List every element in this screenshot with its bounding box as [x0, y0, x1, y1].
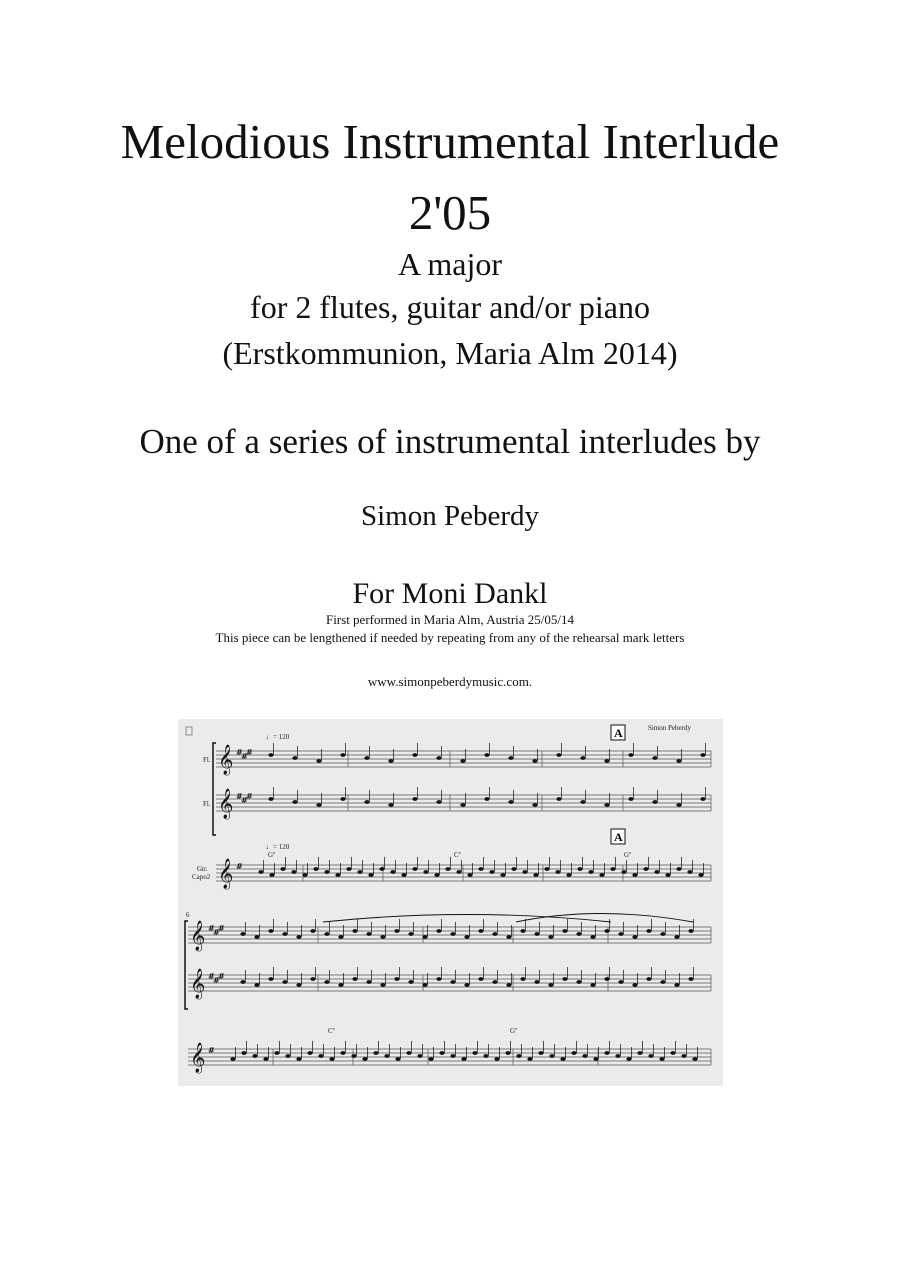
note-head [318, 1054, 323, 1058]
note-head [307, 1051, 312, 1055]
note-head [380, 983, 385, 987]
piece-title: Melodious Instrumental Interlude [120, 114, 780, 169]
note-head [576, 980, 581, 984]
note-head [352, 929, 357, 933]
note-head [316, 803, 321, 807]
note-head [380, 935, 385, 939]
note-head [700, 753, 705, 757]
note-head [254, 983, 259, 987]
note-head [388, 803, 393, 807]
note-head [351, 1054, 356, 1058]
chord-symbol-2: Cº [454, 851, 461, 859]
note-head [628, 797, 633, 801]
note-head [408, 932, 413, 936]
note-head [654, 870, 659, 874]
note-head [484, 797, 489, 801]
note-head [522, 870, 527, 874]
note-head [422, 935, 427, 939]
note-head [660, 980, 665, 984]
note-head [464, 983, 469, 987]
note-head [520, 977, 525, 981]
performance-info: First performed in Maria Alm, Austria 25/05/14 [325, 612, 575, 627]
note-head [562, 977, 567, 981]
note-head [240, 980, 245, 984]
system-bracket-1 [213, 743, 216, 835]
note-head [590, 935, 595, 939]
note-head [494, 1057, 499, 1061]
label-capo: Capo2 [192, 873, 211, 881]
note-head [439, 1051, 444, 1055]
system-bracket-2 [185, 921, 188, 1009]
note-head [364, 756, 369, 760]
note-head [555, 870, 560, 874]
note-head [478, 867, 483, 871]
note-head [698, 873, 703, 877]
note-head [340, 1051, 345, 1055]
note-head [500, 873, 505, 877]
note-head [484, 753, 489, 757]
note-head [340, 753, 345, 757]
sharp-sign: # [241, 752, 248, 761]
note-head [254, 935, 259, 939]
sharp-sign: # [236, 862, 243, 871]
score-composer-credit: Simon Peberdy [648, 724, 691, 732]
note-head [230, 1057, 235, 1061]
note-head [302, 873, 307, 877]
instrumentation: for 2 flutes, guitar and/or piano [250, 289, 650, 325]
note-head [368, 873, 373, 877]
note-head [258, 870, 263, 874]
note-head [532, 759, 537, 763]
note-head [588, 870, 593, 874]
tempo-marking: ♩= 120 [266, 733, 290, 741]
sharp-sign: # [218, 924, 225, 933]
note-head [412, 753, 417, 757]
note-head [544, 867, 549, 871]
note-head [632, 935, 637, 939]
note-head [423, 870, 428, 874]
note-head [676, 867, 681, 871]
note-head [674, 935, 679, 939]
note-head [384, 1054, 389, 1058]
note-head [478, 977, 483, 981]
note-head [549, 1054, 554, 1058]
note-head [646, 929, 651, 933]
note-head [652, 800, 657, 804]
note-head [516, 1054, 521, 1058]
note-head [412, 797, 417, 801]
note-head [436, 756, 441, 760]
note-head [292, 756, 297, 760]
note-head [576, 932, 581, 936]
note-head [357, 870, 362, 874]
note-head [670, 1051, 675, 1055]
note-head [335, 873, 340, 877]
note-head [436, 977, 441, 981]
sharp-sign: # [246, 792, 253, 801]
note-head [324, 870, 329, 874]
treble-clef: 𝄞 [190, 1043, 206, 1073]
note-head [395, 1057, 400, 1061]
note-head [556, 797, 561, 801]
note-head [532, 803, 537, 807]
note-head [688, 977, 693, 981]
note-head [364, 800, 369, 804]
note-head [548, 983, 553, 987]
dedication-title: For Moni Dankl [352, 577, 548, 610]
note-head [648, 1054, 653, 1058]
note-head [280, 867, 285, 871]
note-head [456, 870, 461, 874]
sharp-sign: # [241, 796, 248, 805]
note-head [508, 756, 513, 760]
note-head [241, 1051, 246, 1055]
note-head [566, 873, 571, 877]
treble-clef: 𝄞 [218, 745, 234, 775]
note-head [460, 803, 465, 807]
note-head [590, 983, 595, 987]
note-head [676, 759, 681, 763]
note-head [282, 980, 287, 984]
note-head [665, 873, 670, 877]
note-head [436, 929, 441, 933]
note-head [340, 797, 345, 801]
sharp-sign: # [236, 792, 243, 801]
note-head [373, 1051, 378, 1055]
note-head [599, 873, 604, 877]
note-head [460, 759, 465, 763]
note-head [560, 1057, 565, 1061]
note-head [450, 980, 455, 984]
chord-symbol-4: Cº [328, 1027, 335, 1035]
note-head [436, 800, 441, 804]
website-link[interactable]: www.simonpeberdymusic.com. [367, 674, 533, 689]
note-head [268, 977, 273, 981]
note-head [412, 867, 417, 871]
note-head [263, 1057, 268, 1061]
note-head [676, 803, 681, 807]
note-head [643, 867, 648, 871]
note-head [366, 932, 371, 936]
note-head [538, 1051, 543, 1055]
note-head [394, 929, 399, 933]
note-head [313, 867, 318, 871]
note-head [478, 929, 483, 933]
sharp-sign: # [213, 928, 220, 937]
note-head [352, 977, 357, 981]
note-head [338, 983, 343, 987]
label-flute-2: Fl. [203, 800, 211, 808]
note-head [582, 1054, 587, 1058]
note-head [379, 867, 384, 871]
note-head [533, 873, 538, 877]
note-head [604, 977, 609, 981]
note-head [626, 1057, 631, 1061]
note-head [285, 1054, 290, 1058]
note-head [417, 1054, 422, 1058]
key-signature-text: A major [398, 246, 502, 282]
sharp-sign: # [236, 748, 243, 757]
note-head [506, 983, 511, 987]
note-head [366, 980, 371, 984]
staff [188, 968, 711, 1000]
note-head [434, 873, 439, 877]
sharp-sign: # [218, 972, 225, 981]
note-head [492, 932, 497, 936]
note-head [268, 797, 273, 801]
duration: 2'05 [408, 185, 492, 240]
note-head [472, 1051, 477, 1055]
note-head [492, 980, 497, 984]
note-head [632, 873, 637, 877]
treble-clef: 𝄞 [218, 859, 234, 889]
note-head [646, 977, 651, 981]
note-head [394, 977, 399, 981]
note-head [401, 873, 406, 877]
note-head [604, 929, 609, 933]
note-head [324, 932, 329, 936]
treble-clef: 𝄞 [190, 921, 206, 951]
sharp-sign: # [213, 976, 220, 985]
note-head [692, 1057, 697, 1061]
note-head [464, 935, 469, 939]
note-head [450, 1054, 455, 1058]
note-head [489, 870, 494, 874]
slur-2 [516, 914, 693, 923]
note-head [548, 935, 553, 939]
note-head [291, 870, 296, 874]
sharp-sign: # [208, 924, 215, 933]
note-head [593, 1057, 598, 1061]
note-head [505, 1051, 510, 1055]
note-head [534, 932, 539, 936]
note-head [688, 929, 693, 933]
note-head [681, 1054, 686, 1058]
slur-1 [323, 915, 611, 923]
note-head [674, 983, 679, 987]
score-preview [178, 719, 723, 1086]
note-head [346, 867, 351, 871]
note-head [659, 1057, 664, 1061]
note-head [534, 980, 539, 984]
lengthening-note: This piece can be lengthened if needed by repeating from any of the rehearsal mark letters [215, 630, 685, 645]
note-head [556, 753, 561, 757]
note-head [687, 870, 692, 874]
note-head [388, 759, 393, 763]
occasion: (Erstkommunion, Maria Alm 2014) [222, 335, 678, 371]
note-head [428, 1057, 433, 1061]
note-head [390, 870, 395, 874]
note-heads [230, 743, 705, 1061]
note-head [604, 803, 609, 807]
sharp-sign: # [208, 972, 215, 981]
label-flute-1: Fl. [203, 756, 211, 764]
note-head [700, 797, 705, 801]
rehearsal-mark: A [614, 726, 623, 740]
score-sheet [178, 719, 723, 1086]
note-head [445, 867, 450, 871]
note-head [511, 867, 516, 871]
note-head [652, 756, 657, 760]
page-icon [186, 727, 192, 735]
note-head [269, 873, 274, 877]
note-head [527, 1057, 532, 1061]
note-head [604, 759, 609, 763]
note-head [520, 929, 525, 933]
note-head [483, 1054, 488, 1058]
note-head [628, 753, 633, 757]
note-head [362, 1057, 367, 1061]
composer-name: Simon Peberdy [360, 500, 540, 532]
note-head [571, 1051, 576, 1055]
sharp-sign: # [246, 748, 253, 757]
note-head [580, 756, 585, 760]
note-head [252, 1054, 257, 1058]
label-guitar: Gtr. [197, 865, 208, 873]
note-head [618, 932, 623, 936]
chord-symbol-3: Gº [624, 851, 632, 859]
chord-symbol-5: Gº [510, 1027, 518, 1035]
sharp-sign: # [208, 1046, 215, 1055]
note-head [310, 929, 315, 933]
note-head [604, 1051, 609, 1055]
note-head [610, 867, 615, 871]
note-head [296, 1057, 301, 1061]
note-head [268, 929, 273, 933]
note-head [296, 935, 301, 939]
note-head [324, 980, 329, 984]
note-head [316, 759, 321, 763]
note-head [296, 983, 301, 987]
rehearsal-mark-guitar: A [614, 830, 623, 844]
note-head [637, 1051, 642, 1055]
staff [188, 920, 711, 952]
note-head [338, 935, 343, 939]
note-head [467, 873, 472, 877]
note-head [580, 800, 585, 804]
note-head [422, 983, 427, 987]
staff-lines [188, 744, 711, 1074]
note-head [508, 800, 513, 804]
tempo-marking-guitar: ♩= 120 [266, 843, 290, 851]
note-head [268, 753, 273, 757]
note-head [562, 929, 567, 933]
note-head [310, 977, 315, 981]
treble-clef: 𝄞 [218, 789, 234, 819]
note-head [406, 1051, 411, 1055]
note-head [292, 800, 297, 804]
note-head [408, 980, 413, 984]
treble-clef: 𝄞 [190, 969, 206, 999]
note-head [274, 1051, 279, 1055]
note-head [615, 1054, 620, 1058]
note-head [506, 935, 511, 939]
note-head [577, 867, 582, 871]
note-head [618, 980, 623, 984]
chord-symbol-1: Gº [268, 851, 276, 859]
note-head [632, 983, 637, 987]
note-head [461, 1057, 466, 1061]
series-line: One of a series of instrumental interludes by [139, 422, 761, 461]
note-head [329, 1057, 334, 1061]
note-head [240, 932, 245, 936]
note-head [282, 932, 287, 936]
measure-number: 6 [186, 911, 190, 919]
note-head [660, 932, 665, 936]
note-head [450, 932, 455, 936]
note-head [621, 870, 626, 874]
